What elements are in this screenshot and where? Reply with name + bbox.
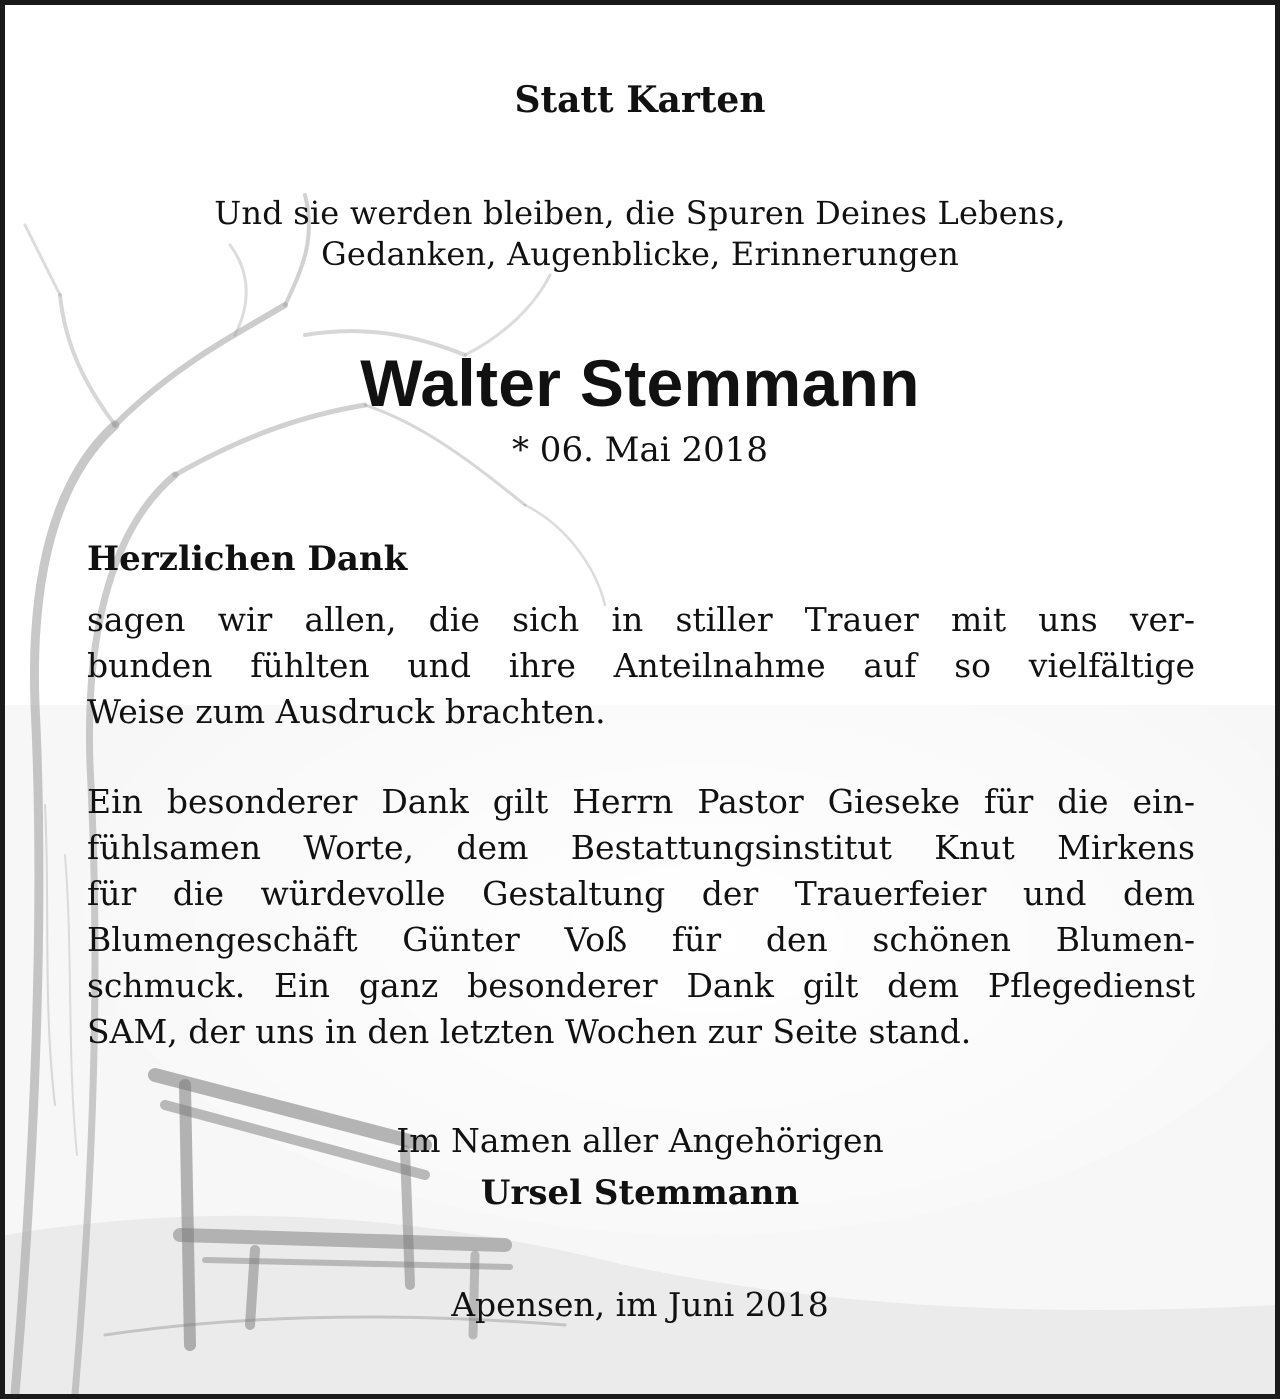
deceased-name: Walter Stemmann xyxy=(360,346,920,420)
text-line: Ein besonderer Dank gilt Herrn Pastor Gieseke für die ein- xyxy=(87,782,1195,821)
text-line: Blumengeschäft Günter Voß für den schönen Blumen- xyxy=(87,920,1195,959)
memorial-quote xyxy=(5,193,1275,275)
thanks-title: Herzlichen Dank xyxy=(87,539,408,579)
thanks-paragraph-1 xyxy=(87,597,1195,735)
signature-line: Im Namen aller Angehörigen xyxy=(396,1121,884,1160)
quote-line: Gedanken, Augenblicke, Erinnerungen xyxy=(321,235,959,273)
notice-content xyxy=(5,5,1275,1394)
text-line: fühlsamen Worte, dem Bestattungsinstitut Knut Mirkens xyxy=(87,828,1195,867)
notice-heading: Statt Karten xyxy=(514,79,766,121)
text-line: SAM, der uns in den letzten Wochen zur Seite stand. xyxy=(87,1012,972,1051)
thanks-paragraph-2 xyxy=(87,779,1195,1055)
text-line: schmuck. Ein ganz besonderer Dank gilt dem Pflegedienst xyxy=(87,966,1195,1005)
text-line: Weise zum Ausdruck brachten. xyxy=(87,692,606,731)
text-line: bunden fühlten und ihre Anteilnahme auf so vielfältige xyxy=(87,646,1195,685)
text-line: für die würdevolle Gestaltung der Trauerfeier und dem xyxy=(87,874,1195,913)
quote-line: Und sie werden bleiben, die Spuren Deines Lebens, xyxy=(214,194,1066,232)
text-line: sagen wir allen, die sich in stiller Trauer mit uns ver- xyxy=(87,600,1195,639)
deceased-date: * 06. Mai 2018 xyxy=(512,430,768,470)
signature-name: Ursel Stemmann xyxy=(480,1173,800,1213)
place-date: Apensen, im Juni 2018 xyxy=(451,1285,829,1324)
